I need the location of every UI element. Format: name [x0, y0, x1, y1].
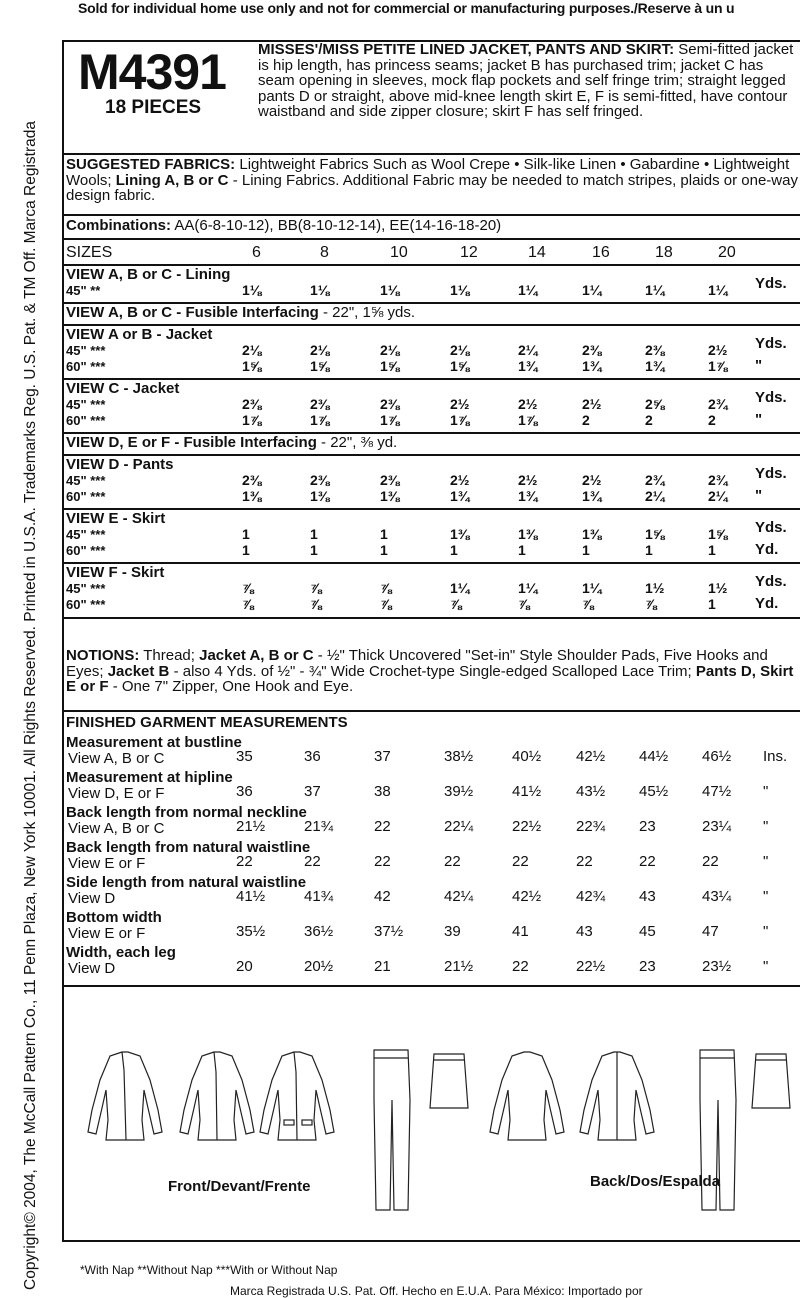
yardage-cell: 1 — [380, 526, 388, 542]
yardage-unit: Yds. — [755, 573, 787, 590]
yardage-view-name: VIEW A, B or C - Lining — [66, 266, 231, 283]
yardage-divider — [62, 562, 800, 564]
measurement-cell: 22 — [512, 853, 529, 870]
yardage-cell: 2¾ — [708, 472, 728, 488]
yardage-cell: 2 — [582, 412, 590, 428]
yardage-cell: ⅞ — [518, 596, 530, 612]
measurement-cell: 47½ — [702, 783, 732, 800]
yardage-cell: 1⅜ — [582, 526, 602, 542]
header-notice: Sold for individual home use only and not for commercial or manufacturing purposes./Reserve à un u — [78, 0, 735, 16]
measurement-heading: Measurement at hipline — [66, 769, 233, 786]
measurement-cell: 44½ — [639, 748, 669, 765]
yardage-unit: " — [755, 487, 763, 504]
yardage-cell: 1⅝ — [242, 358, 262, 374]
yardage-view-title — [66, 305, 415, 321]
yardage-cell: 2¾ — [708, 396, 728, 412]
yardage-cell: 2½ — [450, 472, 470, 488]
yardage-unit: Yd. — [755, 541, 779, 558]
measurement-heading: Side length from natural waistline — [66, 874, 307, 891]
yardage-cell: 1⅝ — [310, 358, 330, 374]
measurement-cell: 22¾ — [576, 818, 606, 835]
measurement-cell: 45 — [639, 923, 656, 940]
yardage-cell: 2⅛ — [242, 342, 262, 358]
measurement-view: View A, B or C — [68, 820, 165, 837]
yardage-cell: 1¾ — [518, 358, 538, 374]
yardage-width: 60" *** — [66, 489, 106, 504]
size-header: 20 — [718, 244, 736, 261]
yardage-cell: 1 — [518, 542, 526, 558]
measurement-view: View D — [68, 890, 116, 907]
measurement-heading: Bottom width — [66, 909, 162, 926]
measurement-cell: 21½ — [236, 818, 266, 835]
measurement-unit: " — [763, 923, 769, 940]
jacket-ac-back-drawing — [490, 1052, 564, 1140]
measurement-cell: 37 — [304, 783, 321, 800]
pattern-description-text: Semi-fitted jacket is hip length, has princess seams; jacket B has purchased trim; jacket C has seam opening in sleeves, mock flap pockets and self fringe trim; straight legged pants D or straight, above mid-knee length skirt E, F is semi-fitted, have contour waistband and side zipper closure; skirt F has self fringed. — [258, 41, 794, 120]
combinations-text: AA(6-8-10-12), BB(8-10-12-14), EE(14-16-18-20) — [174, 217, 502, 234]
yardage-cell: 1 — [242, 526, 250, 542]
yardage-cell: 2⅜ — [242, 472, 262, 488]
measurement-cell: 20 — [236, 958, 253, 975]
divider-fabrics — [62, 153, 800, 155]
yardage-view-title — [66, 511, 165, 527]
yardage-cell: 2½ — [582, 396, 602, 412]
yardage-width: 45" ** — [66, 283, 101, 298]
size-header: 16 — [592, 244, 610, 261]
yardage-cell: 1¼ — [518, 282, 538, 298]
front-caption: Front/Devant/Frente — [168, 1178, 311, 1195]
yardage-cell: ⅞ — [310, 580, 322, 596]
yardage-cell: 1½ — [708, 580, 728, 596]
yardage-view-name: VIEW A, B or C - Fusible Interfacing — [66, 304, 319, 321]
measurement-cell: 37½ — [374, 923, 404, 940]
yardage-cell: 1¼ — [518, 580, 538, 596]
measurement-cell: 22¼ — [444, 818, 474, 835]
measurement-cell: 36½ — [304, 923, 334, 940]
measurement-cell: 41½ — [512, 783, 542, 800]
measurement-heading: Width, each leg — [66, 944, 176, 961]
yardage-cell: 2½ — [450, 396, 470, 412]
measurement-unit: Ins. — [763, 748, 788, 765]
yardage-cell: ⅞ — [450, 596, 462, 612]
yardage-cell: 2⅛ — [310, 342, 330, 358]
yardage-cell: 2½ — [708, 342, 728, 358]
yardage-cell: 2 — [708, 412, 716, 428]
suggested-fabrics — [66, 157, 800, 204]
yardage-cell: 2⅛ — [450, 342, 470, 358]
measurement-cell: 35 — [236, 748, 253, 765]
fabrics-text-2: - Lining Fabrics. Additional Fabric may be needed to match stripes, plaids or one-way design fabric. — [66, 171, 798, 204]
measurement-cell: 38½ — [444, 748, 474, 765]
yardage-cell: 1⅛ — [380, 282, 400, 298]
measurement-cell: 23 — [639, 818, 656, 835]
size-header: 14 — [528, 244, 546, 261]
measurement-cell: 42¾ — [576, 888, 606, 905]
yardage-cell: 1⅝ — [450, 358, 470, 374]
yardage-width: 60" *** — [66, 543, 106, 558]
yardage-cell: 2½ — [582, 472, 602, 488]
measurement-cell: 42 — [374, 888, 391, 905]
measurement-unit: " — [763, 818, 769, 835]
measurement-cell: 42½ — [576, 748, 606, 765]
measurement-heading: Measurement at bustline — [66, 734, 242, 751]
divider-sizes — [62, 238, 800, 240]
yardage-cell: ⅞ — [582, 596, 594, 612]
yardage-cell: 1¾ — [582, 358, 602, 374]
yardage-cell: 1 — [708, 596, 716, 612]
yardage-cell: 2⅜ — [242, 396, 262, 412]
yardage-cell: 1⅜ — [380, 488, 400, 504]
measurement-cell: 39½ — [444, 783, 474, 800]
measurement-cell: 22½ — [576, 958, 606, 975]
yardage-cell: 1¼ — [450, 580, 470, 596]
yardage-cell: 1 — [310, 526, 318, 542]
measurement-unit: " — [763, 853, 769, 870]
yardage-cell: 2⅜ — [645, 342, 665, 358]
divider-combinations — [62, 214, 800, 216]
yardage-cell: 1⅞ — [450, 412, 470, 428]
measurement-unit: " — [763, 783, 769, 800]
combinations — [66, 218, 800, 234]
pants-d-front-drawing — [374, 1050, 410, 1210]
notions-text-1: Thread; — [143, 647, 195, 664]
yardage-unit: Yds. — [755, 389, 787, 406]
measurement-cell: 22 — [304, 853, 321, 870]
yardage-cell: 1¼ — [645, 282, 665, 298]
divider-drawings — [62, 985, 800, 987]
measurement-cell: 36 — [304, 748, 321, 765]
pattern-number: M4391 — [78, 44, 226, 100]
yardage-width: 45" *** — [66, 473, 106, 488]
yardage-cell: ⅞ — [380, 596, 392, 612]
measurement-cell: 43½ — [576, 783, 606, 800]
yardage-cell: 1⅜ — [518, 526, 538, 542]
yardage-cell: 1 — [708, 542, 716, 558]
divider-footnote — [62, 1240, 800, 1242]
skirt-ef-back-drawing — [752, 1054, 790, 1108]
yardage-view-name: VIEW E - Skirt — [66, 510, 166, 527]
yardage-divider — [62, 508, 800, 510]
yardage-unit: Yds. — [755, 335, 787, 352]
notions-text-4: - One 7" Zipper, One Hook and Eye. — [112, 678, 354, 695]
measurement-view: View D — [68, 960, 116, 977]
notions-text-2: - ½" Thick Uncovered "Set-in" Style Shoulder Pads, Five Hooks and Eyes; — [66, 647, 768, 680]
yardage-cell: 1 — [242, 542, 250, 558]
measurement-cell: 43¼ — [702, 888, 732, 905]
measurement-view: View E or F — [68, 855, 146, 872]
yardage-unit: Yds. — [755, 275, 787, 292]
skirt-ef-front-drawing — [430, 1054, 468, 1108]
yardage-cell: 1⅜ — [450, 526, 470, 542]
pattern-pieces: 18 PIECES — [105, 97, 202, 118]
size-header: 6 — [252, 244, 261, 261]
yardage-cell: 1¼ — [582, 580, 602, 596]
yardage-width: 45" *** — [66, 527, 106, 542]
yardage-width: 45" *** — [66, 581, 106, 596]
yardage-cell: 1⅞ — [242, 412, 262, 428]
yardage-cell: 1 — [310, 542, 318, 558]
yardage-cell: 1¾ — [518, 488, 538, 504]
yardage-cell: 1⅞ — [708, 358, 728, 374]
yardage-cell: 1¼ — [708, 282, 728, 298]
yardage-cell: 2⅜ — [310, 396, 330, 412]
size-header: 8 — [320, 244, 329, 261]
yardage-cell: 2¼ — [645, 488, 665, 504]
sizes-label: SIZES — [66, 244, 113, 261]
jacket-a-front-drawing — [88, 1052, 162, 1140]
side-copyright-text: Copyright© 2004, The McCall Pattern Co., 11 Penn Plaza, New York 10001. All Rights Reserved. Printed in U.S.A. Trademarks Reg. U.S. Pat. & TM Off. Marca Registrada — [22, 120, 39, 1290]
yardage-view-name: VIEW C - Jacket — [66, 380, 180, 397]
yardage-cell: ⅞ — [380, 580, 392, 596]
notions-bold-1: Jacket A, B or C — [199, 647, 314, 664]
notions-text-3: - also 4 Yds. of ½" - ¾" Wide Crochet-type Single-edged Scalloped Lace Trim; — [173, 662, 692, 680]
yardage-cell: 1⅝ — [645, 526, 665, 542]
yardage-unit: " — [755, 411, 763, 428]
measurement-cell: 22 — [444, 853, 461, 870]
yardage-cell: 1⅛ — [310, 282, 330, 298]
yardage-view-title — [66, 565, 164, 581]
measurement-cell: 22 — [576, 853, 593, 870]
yardage-cell: ⅞ — [242, 596, 254, 612]
yardage-cell: 1⅞ — [380, 412, 400, 428]
measurement-cell: 21½ — [444, 958, 474, 975]
yardage-view-name: VIEW D, E or F - Fusible Interfacing — [66, 434, 317, 451]
measurement-unit: " — [763, 958, 769, 975]
fabrics-label: SUGGESTED FABRICS: — [66, 156, 236, 173]
yardage-cell: 1¾ — [645, 358, 665, 374]
pattern-description — [258, 42, 800, 120]
yardage-view-name: VIEW F - Skirt — [66, 564, 165, 581]
measurement-cell: 42¼ — [444, 888, 474, 905]
yardage-unit: Yd. — [755, 595, 779, 612]
measurement-cell: 22 — [374, 818, 391, 835]
yardage-cell: 1 — [450, 542, 458, 558]
combinations-label: Combinations: — [66, 217, 171, 234]
yardage-width: 60" *** — [66, 597, 106, 612]
yardage-width: 60" *** — [66, 413, 106, 428]
yardage-cell: 2⅜ — [582, 342, 602, 358]
yardage-divider-end — [62, 617, 800, 619]
garment-drawings — [62, 1040, 800, 1230]
yardage-cell: 1 — [582, 542, 590, 558]
yardage-cell: 2⅜ — [380, 396, 400, 412]
measurement-cell: 41½ — [236, 888, 266, 905]
yardage-unit: Yds. — [755, 465, 787, 482]
yardage-cell: 2⅜ — [310, 472, 330, 488]
yardage-cell: 1 — [380, 542, 388, 558]
yardage-view-title — [66, 457, 174, 473]
pattern-title: MISSES'/MISS PETITE LINED JACKET, PANTS AND SKIRT: — [258, 41, 675, 58]
yardage-cell: ⅞ — [310, 596, 322, 612]
footnote: *With Nap **Without Nap ***With or Without Nap — [80, 1263, 338, 1277]
measurement-cell: 43 — [639, 888, 656, 905]
finished-title: FINISHED GARMENT MEASUREMENTS — [66, 714, 348, 731]
measurement-cell: 46½ — [702, 748, 732, 765]
measurement-cell: 22 — [702, 853, 719, 870]
measurement-cell: 37 — [374, 748, 391, 765]
yardage-cell: 1¾ — [450, 488, 470, 504]
yardage-cell: 1⅝ — [708, 526, 728, 542]
measurement-cell: 40½ — [512, 748, 542, 765]
measurement-cell: 45½ — [639, 783, 669, 800]
yardage-unit: " — [755, 357, 763, 374]
measurement-cell: 21 — [374, 958, 391, 975]
yardage-cell: ⅞ — [645, 596, 657, 612]
yardage-width: 45" *** — [66, 397, 106, 412]
measurement-unit: " — [763, 888, 769, 905]
yardage-cell: 1⅞ — [310, 412, 330, 428]
yardage-cell: 1⅛ — [450, 282, 470, 298]
jacket-b-front-drawing — [180, 1052, 254, 1140]
yardage-cell: 2½ — [518, 472, 538, 488]
measurement-view: View E or F — [68, 925, 146, 942]
yardage-cell: 1⅛ — [242, 282, 262, 298]
yardage-width: 45" *** — [66, 343, 106, 358]
notions-bold-2: Jacket B — [107, 662, 170, 680]
yardage-cell: 1⅜ — [310, 488, 330, 504]
yardage-cell: 2½ — [518, 396, 538, 412]
measurement-cell: 42½ — [512, 888, 542, 905]
measurement-heading: Back length from natural waistline — [66, 839, 311, 856]
yardage-unit: Yds. — [755, 519, 787, 536]
yardage-view-title — [66, 267, 230, 283]
size-header: 12 — [460, 244, 478, 261]
yardage-cell: 2¾ — [645, 472, 665, 488]
jacket-b-back-drawing — [580, 1052, 654, 1140]
yardage-cell: 1⅜ — [242, 488, 262, 504]
yardage-view-name: VIEW D - Pants — [66, 456, 174, 473]
yardage-cell: 1⅝ — [380, 358, 400, 374]
yardage-cell: ⅞ — [242, 580, 254, 596]
fabrics-text: Lightweight Fabrics Such as Wool Crepe • Silk-like Linen • Gabardine • Lightweight Wools; — [66, 156, 790, 189]
notions-label: NOTIONS: — [66, 647, 140, 664]
size-header: 18 — [655, 244, 673, 261]
measurement-cell: 41¾ — [304, 888, 334, 905]
measurement-cell: 23 — [639, 958, 656, 975]
yardage-cell: 2⅝ — [645, 396, 665, 412]
yardage-cell: 2 — [645, 412, 653, 428]
measurement-cell: 22 — [236, 853, 253, 870]
measurement-cell: 41 — [512, 923, 529, 940]
measurement-cell: 39 — [444, 923, 461, 940]
measurement-cell: 21¾ — [304, 818, 334, 835]
yardage-view-title — [66, 327, 212, 343]
divider-finished — [62, 710, 800, 712]
fabrics-lining-label: Lining A, B or C — [115, 171, 229, 189]
size-header: 10 — [390, 244, 408, 261]
measurement-view: View A, B or C — [68, 750, 165, 767]
measurement-cell: 22 — [639, 853, 656, 870]
yardage-cell: 2⅛ — [380, 342, 400, 358]
measurement-cell: 22 — [374, 853, 391, 870]
yardage-view-note: - 22", ⅜ yd. — [321, 434, 398, 451]
measurement-cell: 35½ — [236, 923, 266, 940]
yardage-width: 60" *** — [66, 359, 106, 374]
measurement-view: View D, E or F — [68, 785, 165, 802]
yardage-cell: 1½ — [645, 580, 665, 596]
yardage-cell: 2¼ — [518, 342, 538, 358]
yardage-view-name: VIEW A or B - Jacket — [66, 326, 213, 343]
measurement-cell: 22½ — [512, 818, 542, 835]
yardage-view-title — [66, 381, 179, 397]
yardage-cell: 1 — [645, 542, 653, 558]
yardage-cell: 1⅞ — [518, 412, 538, 428]
notions-bold-3: Pants D, Skirt E or F — [66, 662, 794, 695]
back-caption: Back/Dos/Espalda — [590, 1173, 721, 1190]
jacket-c-front-drawing — [260, 1052, 334, 1140]
yardage-view-title — [66, 435, 397, 451]
measurement-cell: 47 — [702, 923, 719, 940]
measurement-cell: 38 — [374, 783, 391, 800]
measurement-cell: 23½ — [702, 958, 732, 975]
yardage-view-note: - 22", 1⅝ yds. — [322, 304, 416, 321]
measurement-cell: 20½ — [304, 958, 334, 975]
yardage-cell: 2¼ — [708, 488, 728, 504]
yardage-cell: 1¼ — [582, 282, 602, 298]
measurement-heading: Back length from normal neckline — [66, 804, 307, 821]
measurement-cell: 43 — [576, 923, 593, 940]
bottom-text: Marca Registrada U.S. Pat. Off. Hecho en E.U.A. Para México: Importado por — [230, 1284, 643, 1298]
notions — [66, 648, 800, 695]
measurement-cell: 22 — [512, 958, 529, 975]
measurement-cell: 36 — [236, 783, 253, 800]
yardage-cell: 2⅜ — [380, 472, 400, 488]
measurement-cell: 23¼ — [702, 818, 732, 835]
yardage-cell: 1¾ — [582, 488, 602, 504]
